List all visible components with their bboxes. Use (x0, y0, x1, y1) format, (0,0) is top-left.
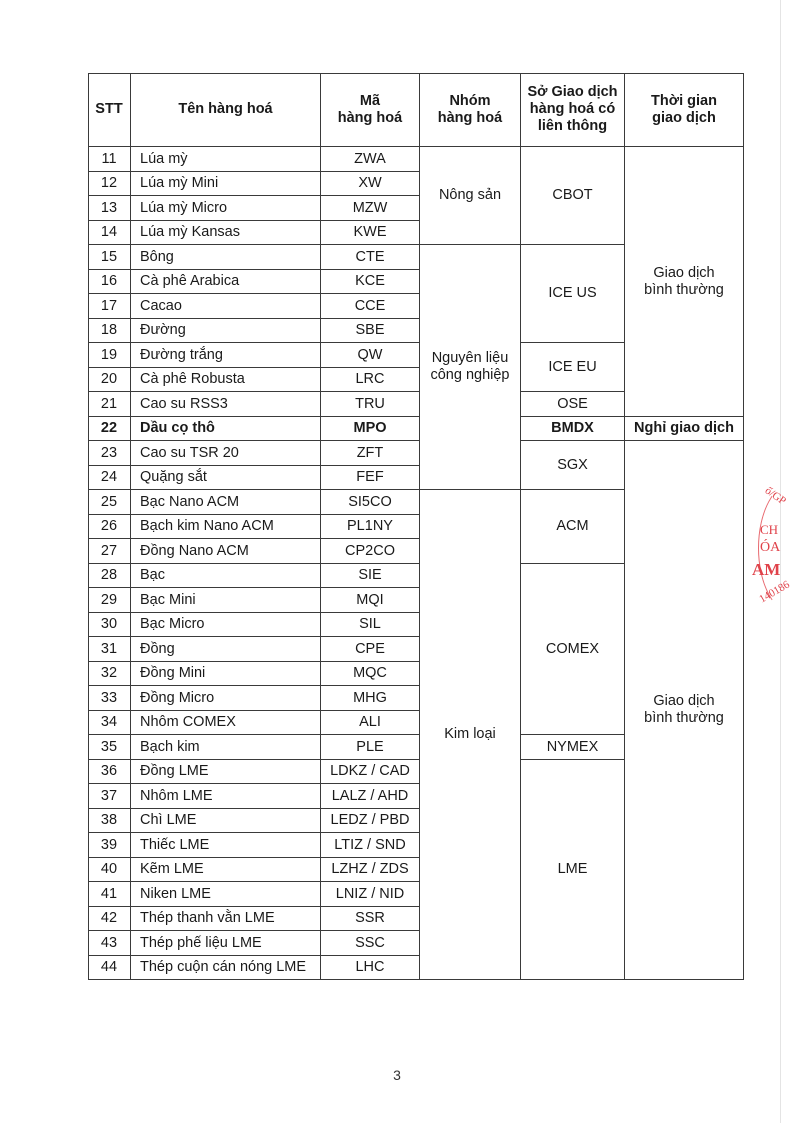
row-code: TRU (321, 392, 420, 417)
row-stt: 20 (88, 368, 131, 392)
row-code: LEDZ / PBD (321, 809, 420, 833)
row-name: Cao su TSR 20 (131, 441, 321, 466)
row-name: Lúa mỳ Micro (131, 196, 321, 221)
row-code: KWE (321, 221, 420, 245)
trading-time-cell: Nghỉ giao dịch (625, 417, 744, 441)
row-name: Đồng LME (131, 760, 321, 784)
row-code: FEF (321, 466, 420, 490)
row-name: Bạc Micro (131, 613, 321, 637)
commodity-table (88, 73, 744, 980)
row-code: SIL (321, 613, 420, 637)
row-code: MPO (321, 417, 420, 441)
row-code: MQI (321, 588, 420, 613)
header-name: Tên hàng hoá (131, 73, 321, 147)
row-stt: 25 (88, 490, 131, 515)
row-stt: 43 (88, 931, 131, 956)
page-number: 3 (393, 1067, 401, 1083)
header-exchange: Sở Giao dịch hàng hoá có liên thông (521, 73, 625, 147)
row-name: Dầu cọ thô (131, 417, 321, 441)
row-code: CCE (321, 294, 420, 319)
row-name: Cao su RSS3 (131, 392, 321, 417)
row-code: XW (321, 172, 420, 196)
row-code: SSR (321, 907, 420, 931)
exchange-cell: CBOT (521, 147, 625, 245)
row-name: Lúa mỳ Mini (131, 172, 321, 196)
row-code: LNIZ / NID (321, 882, 420, 907)
row-code: SIE (321, 564, 420, 588)
row-code: SBE (321, 319, 420, 343)
exchange-cell: SGX (521, 441, 625, 490)
row-name: Quặng sắt (131, 466, 321, 490)
row-stt: 31 (88, 637, 131, 662)
row-stt: 44 (88, 956, 131, 980)
trading-time-cell: Giao dịch bình thường (625, 441, 744, 980)
row-name: Cà phê Arabica (131, 270, 321, 294)
row-code: ALI (321, 711, 420, 735)
row-stt: 24 (88, 466, 131, 490)
stamp-text-4: AM (752, 560, 781, 579)
row-stt: 21 (88, 392, 131, 417)
row-code: LHC (321, 956, 420, 980)
row-name: Cacao (131, 294, 321, 319)
row-stt: 26 (88, 515, 131, 539)
row-code: SI5CO (321, 490, 420, 515)
row-code: LRC (321, 368, 420, 392)
row-code: CPE (321, 637, 420, 662)
row-code: ZFT (321, 441, 420, 466)
row-name: Nhôm COMEX (131, 711, 321, 735)
row-name: Đồng Micro (131, 686, 321, 711)
row-stt: 18 (88, 319, 131, 343)
row-code: QW (321, 343, 420, 368)
exchange-cell: ICE US (521, 245, 625, 343)
row-code: KCE (321, 270, 420, 294)
row-name: Lúa mỳ (131, 147, 321, 172)
row-name: Cà phê Robusta (131, 368, 321, 392)
header-group: Nhóm hàng hoá (420, 73, 521, 147)
row-name: Bạc Nano ACM (131, 490, 321, 515)
row-name: Kẽm LME (131, 858, 321, 882)
row-stt: 16 (88, 270, 131, 294)
trading-time-cell: Giao dịch bình thường (625, 147, 744, 417)
row-code: CTE (321, 245, 420, 270)
row-stt: 40 (88, 858, 131, 882)
row-code: ZWA (321, 147, 420, 172)
row-name: Đồng Mini (131, 662, 321, 686)
row-name: Bạc Mini (131, 588, 321, 613)
row-name: Bông (131, 245, 321, 270)
row-code: MHG (321, 686, 420, 711)
exchange-cell: LME (521, 760, 625, 980)
row-stt: 19 (88, 343, 131, 368)
exchange-cell: ICE EU (521, 343, 625, 392)
row-stt: 22 (88, 417, 131, 441)
row-stt: 35 (88, 735, 131, 760)
row-name: Thép phế liệu LME (131, 931, 321, 956)
row-code: PLE (321, 735, 420, 760)
exchange-cell: COMEX (521, 564, 625, 735)
stamp-text-2: CH (760, 522, 779, 537)
row-stt: 11 (88, 147, 131, 172)
row-stt: 41 (88, 882, 131, 907)
row-name: Chì LME (131, 809, 321, 833)
group-cell: Kim loại (420, 490, 521, 980)
row-name: Bạch kim (131, 735, 321, 760)
row-stt: 23 (88, 441, 131, 466)
row-code: CP2CO (321, 539, 420, 564)
row-name: Bạch kim Nano ACM (131, 515, 321, 539)
row-name: Niken LME (131, 882, 321, 907)
exchange-cell: BMDX (521, 417, 625, 441)
row-code: MZW (321, 196, 420, 221)
row-stt: 27 (88, 539, 131, 564)
row-stt: 14 (88, 221, 131, 245)
row-stt: 17 (88, 294, 131, 319)
row-name: Thép cuộn cán nóng LME (131, 956, 321, 980)
group-cell: Nông sản (420, 147, 521, 245)
row-name: Thiếc LME (131, 833, 321, 858)
row-stt: 39 (88, 833, 131, 858)
row-stt: 37 (88, 784, 131, 809)
row-stt: 38 (88, 809, 131, 833)
exchange-cell: NYMEX (521, 735, 625, 760)
group-cell: Nguyên liệu công nghiệp (420, 245, 521, 490)
row-code: LDKZ / CAD (321, 760, 420, 784)
row-stt: 29 (88, 588, 131, 613)
row-name: Đồng Nano ACM (131, 539, 321, 564)
row-stt: 13 (88, 196, 131, 221)
row-stt: 28 (88, 564, 131, 588)
exchange-cell: OSE (521, 392, 625, 417)
row-name: Đồng (131, 637, 321, 662)
row-code: PL1NY (321, 515, 420, 539)
row-stt: 33 (88, 686, 131, 711)
row-name: Đường trắng (131, 343, 321, 368)
row-stt: 12 (88, 172, 131, 196)
row-code: LTIZ / SND (321, 833, 420, 858)
row-stt: 15 (88, 245, 131, 270)
row-name: Bạc (131, 564, 321, 588)
row-name: Nhôm LME (131, 784, 321, 809)
header-stt: STT (88, 73, 131, 147)
row-stt: 34 (88, 711, 131, 735)
row-code: MQC (321, 662, 420, 686)
row-name: Lúa mỳ Kansas (131, 221, 321, 245)
row-stt: 32 (88, 662, 131, 686)
stamp-text-5: 140186 (757, 578, 792, 606)
row-stt: 36 (88, 760, 131, 784)
row-code: LZHZ / ZDS (321, 858, 420, 882)
row-code: SSC (321, 931, 420, 956)
row-stt: 42 (88, 907, 131, 931)
row-name: Đường (131, 319, 321, 343)
exchange-cell: ACM (521, 490, 625, 564)
row-code: LALZ / AHD (321, 784, 420, 809)
header-code: Mã hàng hoá (321, 73, 420, 147)
stamp-text-3: ÓA (760, 540, 781, 555)
red-stamp (748, 470, 794, 630)
stamp-text-1: ố/GP (762, 484, 789, 508)
row-stt: 30 (88, 613, 131, 637)
row-name: Thép thanh vằn LME (131, 907, 321, 931)
header-time: Thời gian giao dịch (625, 73, 744, 147)
